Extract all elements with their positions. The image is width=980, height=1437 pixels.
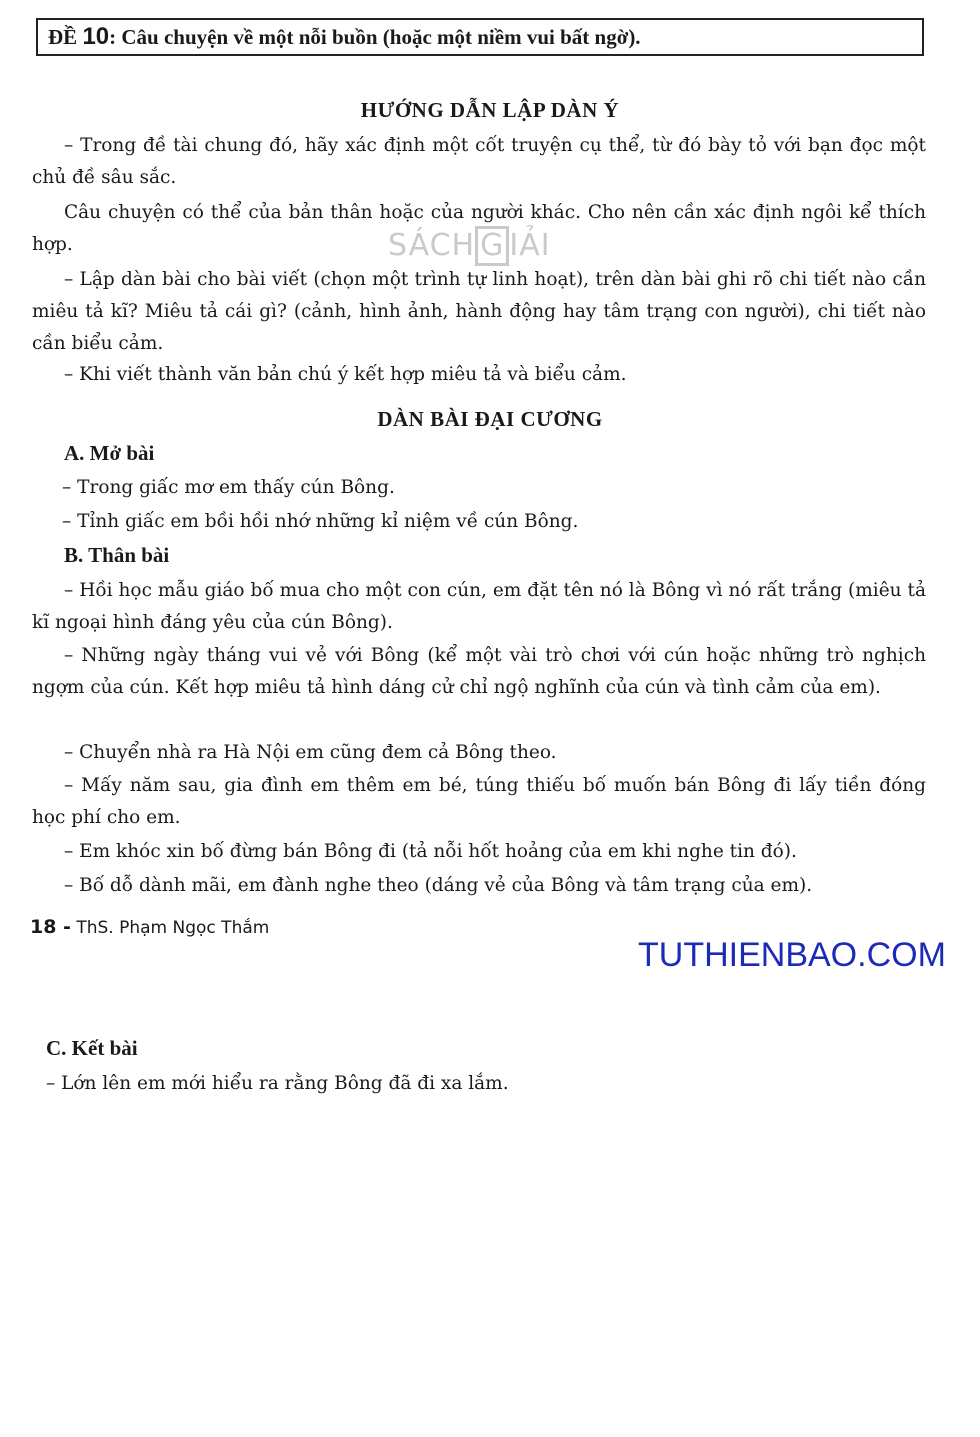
section-a-title: A. Mở bài <box>64 441 155 465</box>
section-b-item-6: – Bố dỗ dành mãi, em đành nghe theo (dáng vẻ của Bông và tâm trạng của em). <box>64 875 813 896</box>
page-footer <box>30 916 269 938</box>
guide-paragraph-3: – Lập dàn bài cho bài viết (chọn một trình tự linh hoạt), trên dàn bài ghi rõ chi tiết nào cần miêu tả kĩ? Miêu tả cái gì? (cảnh, hình ảnh, hành động hay tâm trạng con người), chi tiết nào cần biểu cảm. <box>32 269 926 354</box>
guide-heading: HƯỚNG DẪN LẬP DÀN Ý <box>360 98 620 122</box>
outline-heading: DÀN BÀI ĐẠI CƯƠNG <box>377 407 603 431</box>
guide-paragraph-1: – Trong đề tài chung đó, hãy xác định một cốt truyện cụ thể, từ đó bày tỏ với bạn đọc một chủ đề sâu sắc. <box>32 135 926 188</box>
section-b-item-5: – Em khóc xin bố đừng bán Bông đi (tả nỗi hốt hoảng của em khi nghe tin đó). <box>64 841 797 862</box>
section-c-item-1: – Lớn lên em mới hiểu ra rằng Bông đã đi xa lắm. <box>46 1073 509 1094</box>
watermark-logo: SÁCH G IẢI <box>388 226 551 266</box>
section-b-title: B. Thân bài <box>64 543 170 567</box>
section-c-title: C. Kết bài <box>46 1036 138 1060</box>
guide-paragraph-4: – Khi viết thành văn bản chú ý kết hợp miêu tả và biểu cảm. <box>64 364 627 385</box>
section-a-item-1: – Trong giấc mơ em thấy cún Bông. <box>62 477 395 498</box>
site-label: TUTHIENBAO.COM <box>638 936 946 974</box>
section-a-item-2: – Tỉnh giấc em bồi hồi nhớ những kỉ niệm về cún Bông. <box>62 511 579 532</box>
section-b-item-4: – Mấy năm sau, gia đình em thêm em bé, túng thiếu bố muốn bán Bông đi lấy tiền đóng học phí cho em. <box>32 775 926 828</box>
guide-paragraph-2: Câu chuyện có thể của bản thân hoặc của người khác. Cho nên cần xác định ngôi kể thích hợp. <box>32 202 926 255</box>
footer-author: ThS. Phạm Ngọc Thắm <box>70 918 270 938</box>
section-b-item-2: – Những ngày tháng vui vẻ với Bông (kể một vài trò chơi với cún hoặc những trò nghịch ngợm của cún. Kết hợp miêu tả hình dáng cử chỉ ngộ nghĩnh của cún và tình cảm của em). <box>32 645 926 698</box>
section-b-item-3: – Chuyển nhà ra Hà Nội em cũng đem cả Bông theo. <box>64 742 557 763</box>
exercise-title <box>36 18 924 56</box>
page-number: 18 - <box>30 916 71 938</box>
title-prefix: ĐỀ <box>48 25 83 49</box>
section-b-item-1: – Hồi học mẫu giáo bố mua cho một con cún, em đặt tên nó là Bông vì nó rất trắng (miêu tả kĩ ngoại hình đáng yêu của cún Bông). <box>32 580 926 633</box>
title-number: 10 <box>82 23 110 50</box>
title-text: : Câu chuyện về một nỗi buồn (hoặc một niềm vui bất ngờ). <box>109 25 641 49</box>
